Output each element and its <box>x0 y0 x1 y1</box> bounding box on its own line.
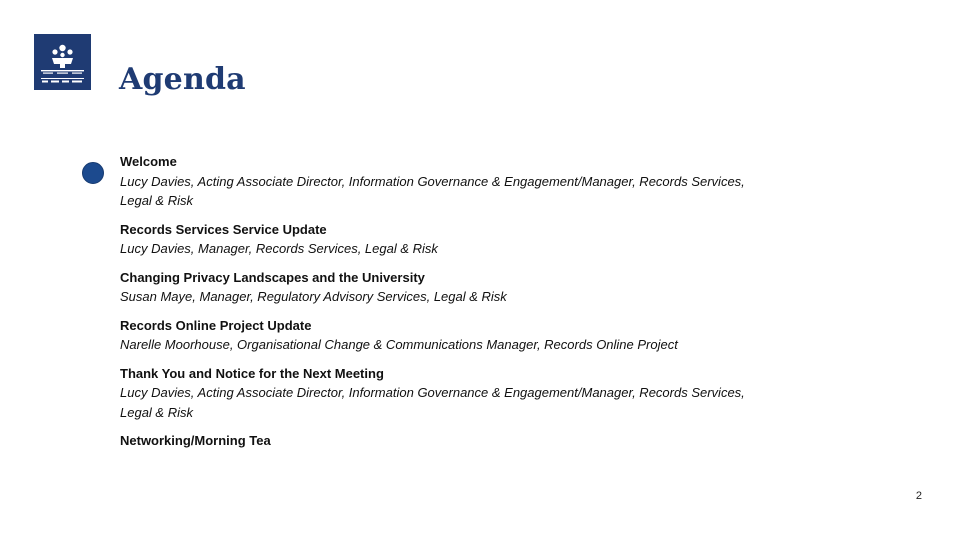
university-crest-icon <box>34 34 91 90</box>
agenda-item <box>120 364 780 423</box>
page-number: 2 <box>915 490 922 502</box>
agenda-item-title: Welcome <box>120 154 177 169</box>
agenda-item <box>120 220 780 259</box>
agenda-item <box>120 152 780 211</box>
agenda-item-title: Records Online Project Update <box>120 317 312 333</box>
agenda-item <box>120 431 780 451</box>
agenda-item-title: Changing Privacy Landscapes and the University <box>120 269 425 285</box>
bullet-circle-icon <box>82 162 104 184</box>
agenda-item-title: Thank You and Notice for the Next Meeting <box>120 365 384 381</box>
agenda-item-title: Records Services Service Update <box>120 221 327 237</box>
slide-title: Agenda <box>119 62 246 97</box>
agenda-item-description: Lucy Davies, Acting Associate Director, Information Governance & Engagement/Manager, Records Services, Legal & Risk <box>120 385 745 420</box>
agenda-item <box>120 316 780 355</box>
agenda-item-description: Susan Maye, Manager, Regulatory Advisory Services, Legal & Risk <box>120 289 507 304</box>
agenda-list <box>120 152 780 460</box>
agenda-item-title: Networking/Morning Tea <box>120 433 271 448</box>
agenda-item-description: Lucy Davies, Acting Associate Director, Information Governance & Engagement/Manager, Records Services, Legal & Risk <box>120 173 745 208</box>
agenda-item-description: Lucy Davies, Manager, Records Services, Legal & Risk <box>120 241 438 256</box>
agenda-item <box>120 268 780 307</box>
agenda-item-description: Narelle Moorhouse, Organisational Change & Communications Manager, Records Online Project <box>120 337 678 352</box>
